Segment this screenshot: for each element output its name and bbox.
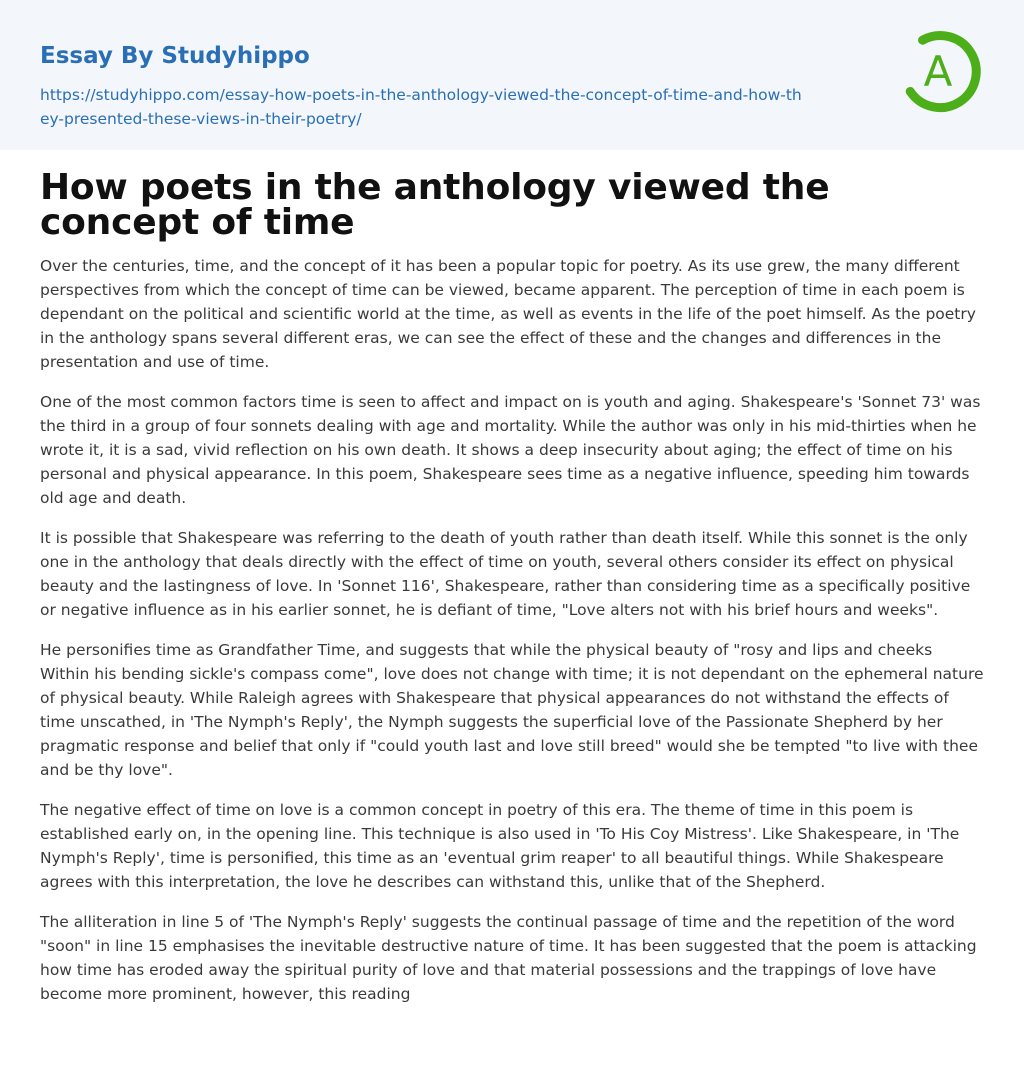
site-brand[interactable]: Essay By Studyhippo [40,43,310,69]
essay-url-link[interactable]: https://studyhippo.com/essay-how-poets-in-the-anthology-viewed-the-concept-of-time-and-how-they-presented-these-views-in-their-poetry/ [40,86,802,128]
page-title: How poets in the anthology viewed the concept of time [40,167,830,243]
essay-paragraph: One of the most common factors time is seen to affect and impact on is youth and aging. Shakespeare's 'Sonnet 73' was the third in a group of four sonnets dealing with age and mortality. While the author was only in his mid-thirties when he wrote it, it is a sad, vivid reflection on his own death. It shows a deep insecurity about aging; the effect of time on his personal and physical appearance. In this poem, Shakespeare sees time as a negative influence, speeding him towards old age and death. [40,393,981,507]
essay-paragraph: It is possible that Shakespeare was referring to the death of youth rather than death itself. While this sonnet is the only one in the anthology that deals directly with the effect of time on youth, several others consider its effect on physical beauty and the lastingness of love. In 'Sonnet 116', Shakespeare, rather than considering time as a specifically positive or negative influence as in his earlier sonnet, he is defiant of time, "Love alters not with his brief hours and weeks". [40,529,971,619]
essay-content [0,150,1024,1006]
grade-a-circle-icon[interactable] [898,28,986,116]
site-header [0,0,1024,150]
essay-paragraph: The alliteration in line 5 of 'The Nymph's Reply' suggests the continual passage of time and the repetition of the word "soon" in line 15 emphasises the inevitable destructive nature of time. It has been suggested that the poem is attacking how time has eroded away the spiritual purity of love and that material possessions and the trappings of love have become more prominent, however, this reading [40,913,977,1003]
essay-paragraph: Over the centuries, time, and the concept of it has been a popular topic for poetry. As its use grew, the many different perspectives from which the concept of time can be viewed, became apparent. The perception of time in each poem is dependant on the political and scientific world at the time, as well as events in the life of the poet himself. As the poetry in the anthology spans several different eras, we can see the effect of these and the changes and differences in the presentation and use of time. [40,257,976,371]
essay-paragraph: The negative effect of time on love is a common concept in poetry of this era. The theme of time in this poem is established early on, in the opening line. This technique is also used in 'To His Coy Mistress'. Like Shakespeare, in 'The Nymph's Reply', time is personified, this time as an 'eventual grim reaper' to all beautiful things. While Shakespeare agrees with this interpretation, the love he describes can withstand this, unlike that of the Shepherd. [40,801,960,891]
logo-letter: A [923,47,953,96]
essay-paragraph: He personifies time as Grandfather Time, and suggests that while the physical beauty of "rosy and lips and cheeks Within his bending sickle's compass come", love does not change with time; it is not dependant on the ephemeral nature of physical beauty. While Raleigh agrees with Shakespeare that physical appearances do not withstand the effects of time unscathed, in 'The Nymph's Reply', the Nymph suggests the superficial love of the Passionate Shepherd by her pragmatic response and belief that only if "could youth last and love still breed" would she be tempted "to live with thee and be thy love". [40,641,984,779]
